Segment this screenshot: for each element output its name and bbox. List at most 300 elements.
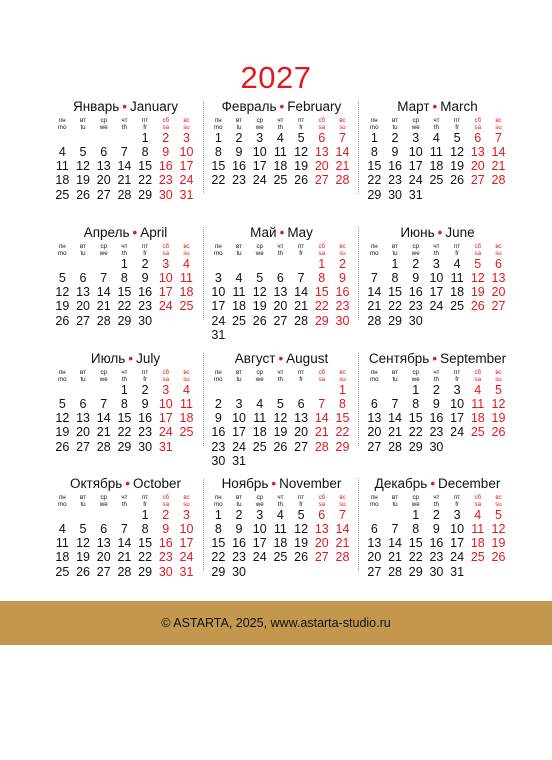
day-cell: 9 — [432, 397, 440, 412]
day-cell: 4 — [182, 257, 190, 272]
weekday-su — [488, 242, 509, 257]
day-cell: 27 — [314, 550, 329, 565]
day-cell: 31 — [158, 439, 173, 454]
day-cell: 30 — [388, 187, 402, 202]
day-cell: 28 — [117, 187, 132, 202]
weekday-en: su — [339, 500, 346, 508]
day-cell: 18 — [450, 285, 465, 300]
day-cell: 12 — [450, 145, 465, 160]
day-cell: 29 — [388, 313, 402, 328]
weekday-en: we — [411, 375, 420, 383]
weekday-ru: вт — [236, 369, 243, 376]
weekday-th — [114, 116, 135, 131]
day-cell: 24 — [450, 425, 465, 440]
day-cell: 7 — [100, 271, 108, 286]
day-cell: 4 — [453, 257, 461, 272]
month-title — [364, 476, 511, 492]
day-cell: 18 — [429, 159, 444, 174]
day-cell: 17 — [450, 536, 465, 551]
weekday-en: su — [339, 123, 346, 131]
weekday-ru: вт — [392, 117, 399, 124]
month-name-en: January — [129, 99, 179, 114]
weekday-en: su — [183, 500, 190, 508]
day-cell: 2 — [432, 508, 440, 523]
day-cell: 13 — [96, 159, 111, 174]
weekday-fr — [135, 493, 156, 508]
day-cell: 23 — [429, 550, 444, 565]
day-cell: 22 — [138, 173, 153, 188]
weekday-su — [176, 242, 197, 257]
month-days-grid — [52, 368, 199, 454]
day-cell: 16 — [429, 411, 444, 426]
day-cell: 27 — [367, 564, 382, 579]
day-cell: 5 — [494, 383, 502, 398]
month-november — [208, 476, 355, 579]
weekday-th — [426, 242, 447, 257]
day-cell: 12 — [294, 145, 309, 160]
day-cell: 25 — [450, 299, 465, 314]
weekday-ru: вс — [495, 494, 502, 501]
day-cell: 2 — [162, 508, 170, 523]
day-cell: 29 — [408, 439, 423, 454]
day-cell: 14 — [388, 411, 402, 426]
day-cell: 21 — [388, 425, 402, 440]
weekday-ru: пт — [454, 369, 461, 376]
month-october — [52, 476, 199, 579]
day-cell: 6 — [370, 522, 378, 537]
weekday-ru: вт — [392, 369, 399, 376]
month-january — [52, 99, 199, 202]
day-cell: 16 — [408, 285, 423, 300]
day-cell: 11 — [55, 536, 69, 551]
day-cell: 3 — [162, 383, 170, 398]
day-cell: 28 — [335, 173, 350, 188]
day-cell: 20 — [76, 299, 90, 314]
weekday-ru: ср — [256, 369, 263, 376]
day-cell: 28 — [96, 439, 111, 454]
weekday-ru: пт — [142, 369, 149, 376]
bullet-dot: • — [128, 351, 134, 366]
day-cell: 21 — [335, 159, 350, 174]
weekday-ru: чт — [433, 117, 440, 124]
month-name-ru: Октябрь — [69, 476, 123, 491]
weekday-ru: сб — [318, 243, 326, 250]
weekday-en: we — [255, 375, 264, 383]
weekday-ru: пт — [298, 117, 305, 124]
day-cell: 30 — [158, 187, 173, 202]
weekday-en: fr — [455, 249, 459, 257]
weekday-ru: сб — [474, 369, 482, 376]
day-cell: 17 — [179, 536, 194, 551]
day-cell: 25 — [179, 425, 194, 440]
day-cell: 27 — [273, 313, 288, 328]
day-empty — [229, 383, 250, 397]
day-cell: 2 — [141, 383, 149, 398]
day-cell: 16 — [388, 159, 402, 174]
footer-bar — [0, 601, 552, 645]
day-cell: 10 — [408, 145, 423, 160]
weekday-ru: чт — [433, 494, 440, 501]
day-empty — [270, 257, 291, 271]
column-separator — [358, 101, 360, 194]
day-cell: 9 — [141, 271, 149, 286]
weekday-ru: вт — [236, 243, 243, 250]
day-cell: 18 — [232, 299, 246, 314]
bullet-dot: • — [432, 99, 438, 114]
weekday-en: su — [183, 375, 190, 383]
day-cell: 10 — [450, 397, 465, 412]
day-cell: 11 — [179, 397, 193, 412]
day-cell: 11 — [273, 522, 287, 537]
day-cell: 4 — [256, 397, 264, 412]
day-empty — [52, 508, 73, 522]
column-separator — [358, 227, 360, 320]
weekday-ru: пт — [142, 494, 149, 501]
weekday-en: mo — [370, 123, 379, 131]
day-cell: 5 — [494, 508, 502, 523]
weekday-en: th — [277, 123, 283, 131]
bullet-dot: • — [432, 351, 438, 366]
day-cell: 30 — [408, 313, 423, 328]
weekday-ru: ср — [412, 494, 419, 501]
day-cell: 23 — [429, 425, 444, 440]
weekday-su — [176, 368, 197, 383]
weekday-ru: ср — [256, 494, 263, 501]
day-cell: 5 — [474, 257, 482, 272]
day-cell: 23 — [158, 173, 173, 188]
day-cell: 25 — [55, 187, 70, 202]
weekday-we — [249, 493, 270, 508]
day-cell: 12 — [55, 285, 70, 300]
day-cell: 19 — [55, 425, 70, 440]
day-cell: 9 — [214, 411, 222, 426]
weekday-fr — [447, 116, 468, 131]
month-name-ru: Декабрь — [374, 476, 428, 491]
day-cell: 23 — [232, 173, 246, 188]
day-cell: 18 — [273, 536, 288, 551]
day-cell: 17 — [429, 285, 444, 300]
weekday-en: tu — [80, 500, 86, 508]
day-cell: 20 — [470, 159, 485, 174]
day-cell: 20 — [367, 425, 382, 440]
weekday-ru: ср — [100, 117, 107, 124]
day-cell: 16 — [138, 411, 153, 426]
day-cell: 23 — [211, 439, 226, 454]
day-cell: 11 — [55, 159, 69, 174]
day-cell: 2 — [412, 257, 420, 272]
weekday-en: we — [411, 500, 420, 508]
bullet-dot: • — [122, 99, 127, 114]
day-cell: 29 — [117, 313, 132, 328]
day-cell: 11 — [179, 271, 193, 286]
weekday-we — [405, 116, 426, 131]
weekday-tu — [73, 242, 94, 257]
day-cell: 21 — [491, 159, 506, 174]
day-cell: 5 — [297, 508, 305, 523]
weekday-en: sa — [162, 123, 170, 131]
day-cell: 29 — [138, 564, 153, 579]
day-cell: 13 — [76, 411, 90, 426]
weekday-en: mo — [214, 123, 223, 131]
weekday-we — [93, 493, 114, 508]
day-cell: 15 — [117, 285, 132, 300]
weekday-en: fr — [143, 375, 147, 383]
weekday-en: we — [411, 123, 420, 131]
month-days-grid — [208, 242, 355, 342]
month-name-en: November — [279, 476, 342, 491]
day-cell: 1 — [120, 257, 128, 272]
day-cell: 1 — [412, 383, 420, 398]
day-cell: 10 — [252, 522, 267, 537]
weekday-en: mo — [214, 375, 223, 383]
day-cell: 12 — [491, 522, 506, 537]
weekday-tu — [385, 116, 406, 131]
weekday-tu — [229, 242, 250, 257]
day-cell: 17 — [252, 536, 267, 551]
month-name-en: October — [133, 476, 182, 491]
day-cell: 23 — [138, 299, 153, 314]
month-may — [208, 225, 355, 342]
day-empty — [249, 383, 270, 397]
day-cell: 10 — [211, 285, 226, 300]
weekday-en: th — [433, 375, 439, 383]
weekday-en: fr — [455, 500, 459, 508]
month-name-ru: Январь — [72, 99, 120, 114]
day-cell: 1 — [412, 508, 420, 523]
month-name-en: August — [286, 351, 329, 366]
day-cell: 3 — [182, 508, 190, 523]
day-empty — [291, 257, 312, 271]
weekday-mo — [208, 493, 229, 508]
day-cell: 14 — [314, 411, 329, 426]
weekday-ru: пн — [370, 369, 378, 376]
weekday-we — [405, 242, 426, 257]
day-cell: 9 — [338, 271, 346, 286]
weekday-ru: сб — [162, 494, 170, 501]
weekday-th — [270, 493, 291, 508]
weekday-tu — [73, 116, 94, 131]
day-cell: 4 — [58, 522, 66, 537]
day-cell: 12 — [470, 271, 485, 286]
day-empty — [93, 383, 114, 397]
weekday-sa — [155, 493, 176, 508]
day-cell: 27 — [96, 564, 111, 579]
day-cell: 2 — [162, 131, 170, 146]
day-cell: 8 — [338, 397, 346, 412]
day-cell: 30 — [232, 564, 246, 579]
day-cell: 12 — [273, 411, 288, 426]
day-cell: 14 — [367, 285, 382, 300]
day-cell: 15 — [367, 159, 382, 174]
day-empty — [385, 383, 406, 397]
weekday-en: tu — [236, 375, 242, 383]
day-cell: 7 — [120, 145, 128, 160]
weekday-ru: вт — [236, 494, 243, 501]
weekday-we — [93, 242, 114, 257]
weekday-th — [426, 368, 447, 383]
weekday-sa — [155, 116, 176, 131]
day-cell: 1 — [391, 257, 399, 272]
month-title — [364, 99, 511, 115]
day-cell: 5 — [58, 397, 66, 412]
weekday-en: we — [255, 249, 264, 257]
weekday-we — [249, 368, 270, 383]
weekday-sa — [311, 493, 332, 508]
day-cell: 25 — [179, 299, 194, 314]
day-cell: 19 — [294, 159, 309, 174]
day-cell: 20 — [273, 299, 288, 314]
day-cell: 25 — [273, 550, 288, 565]
weekday-ru: сб — [162, 369, 170, 376]
day-cell: 24 — [211, 313, 226, 328]
month-name-ru: Июнь — [400, 225, 435, 240]
weekday-tu — [73, 368, 94, 383]
day-cell: 24 — [232, 439, 246, 454]
day-empty — [73, 508, 94, 522]
day-cell: 25 — [273, 173, 288, 188]
bullet-dot: • — [271, 476, 277, 491]
day-cell: 19 — [470, 285, 485, 300]
weekday-en: sa — [474, 375, 482, 383]
column-separator — [203, 478, 205, 571]
day-cell: 20 — [367, 550, 382, 565]
day-cell: 5 — [297, 131, 305, 146]
day-cell: 26 — [491, 425, 506, 440]
day-cell: 29 — [138, 187, 153, 202]
day-cell: 10 — [179, 145, 194, 160]
day-cell: 26 — [294, 173, 309, 188]
weekday-su — [332, 368, 353, 383]
weekday-en: mo — [370, 500, 379, 508]
day-cell: 19 — [273, 425, 288, 440]
day-cell: 14 — [335, 522, 350, 537]
day-cell: 28 — [388, 439, 402, 454]
weekday-ru: вт — [80, 243, 87, 250]
weekday-ru: чт — [121, 369, 128, 376]
month-name-ru: Февраль — [221, 99, 277, 114]
day-cell: 15 — [211, 159, 226, 174]
weekday-mo — [52, 368, 73, 383]
day-cell: 16 — [429, 536, 444, 551]
day-cell: 17 — [158, 285, 173, 300]
weekday-en: we — [255, 500, 264, 508]
day-cell: 26 — [294, 550, 309, 565]
day-cell: 13 — [96, 536, 111, 551]
day-cell: 4 — [58, 145, 66, 160]
weekday-en: th — [277, 249, 283, 257]
weekday-en: su — [495, 249, 502, 257]
weekday-en: tu — [236, 249, 242, 257]
day-cell: 27 — [314, 173, 329, 188]
day-cell: 28 — [314, 439, 329, 454]
weekday-ru: чт — [121, 494, 128, 501]
day-cell: 11 — [471, 397, 485, 412]
day-cell: 6 — [79, 271, 87, 286]
day-cell: 10 — [158, 271, 173, 286]
weekday-ru: сб — [162, 243, 170, 250]
weekday-sa — [311, 116, 332, 131]
month-days-grid — [364, 368, 511, 454]
weekday-ru: ср — [412, 243, 419, 250]
weekday-su — [488, 116, 509, 131]
day-cell: 11 — [450, 271, 464, 286]
day-cell: 8 — [370, 145, 378, 160]
day-cell: 29 — [211, 564, 226, 579]
day-cell: 9 — [235, 145, 243, 160]
day-cell: 26 — [55, 313, 70, 328]
weekday-ru: пт — [454, 243, 461, 250]
weekday-en: mo — [214, 249, 223, 257]
day-empty — [364, 383, 385, 397]
day-cell: 24 — [179, 173, 194, 188]
weekday-tu — [73, 493, 94, 508]
weekday-fr — [135, 116, 156, 131]
day-cell: 6 — [297, 397, 305, 412]
day-cell: 12 — [491, 397, 506, 412]
weekday-en: fr — [455, 123, 459, 131]
weekday-en: tu — [392, 375, 398, 383]
weekday-we — [249, 116, 270, 131]
day-cell: 25 — [252, 439, 267, 454]
weekday-ru: пн — [370, 117, 378, 124]
weekday-ru: чт — [277, 117, 284, 124]
weekday-en: th — [121, 500, 127, 508]
day-cell: 5 — [276, 397, 284, 412]
weekday-en: we — [99, 500, 108, 508]
weekday-ru: чт — [121, 117, 128, 124]
day-cell: 14 — [96, 411, 111, 426]
day-cell: 17 — [211, 299, 226, 314]
day-empty — [114, 131, 135, 145]
day-cell: 22 — [117, 299, 132, 314]
weekday-we — [405, 368, 426, 383]
day-empty — [93, 257, 114, 271]
day-cell: 16 — [335, 285, 350, 300]
day-cell: 20 — [96, 550, 111, 565]
day-cell: 11 — [429, 145, 443, 160]
copyright-text: © ASTARTA, 2025, www.astarta-studio.ru — [161, 616, 391, 630]
day-cell: 15 — [138, 159, 153, 174]
weekday-fr — [135, 368, 156, 383]
weekday-en: th — [433, 500, 439, 508]
day-cell: 28 — [117, 564, 132, 579]
day-cell: 9 — [432, 522, 440, 537]
month-february — [208, 99, 355, 188]
weekday-en: fr — [299, 123, 303, 131]
day-cell: 20 — [96, 173, 111, 188]
weekday-sa — [467, 368, 488, 383]
day-cell: 5 — [79, 522, 87, 537]
day-cell: 7 — [100, 397, 108, 412]
weekday-en: su — [495, 375, 502, 383]
day-cell: 24 — [158, 425, 173, 440]
weekday-en: th — [277, 375, 283, 383]
day-cell: 4 — [276, 131, 284, 146]
weekday-mo — [52, 242, 73, 257]
day-cell: 23 — [388, 173, 402, 188]
day-cell: 4 — [432, 131, 440, 146]
day-cell: 27 — [76, 439, 90, 454]
weekday-mo — [364, 242, 385, 257]
weekday-th — [426, 493, 447, 508]
day-cell: 18 — [55, 173, 70, 188]
weekday-ru: ср — [100, 369, 107, 376]
month-name-ru: Март — [397, 99, 430, 114]
day-cell: 15 — [408, 411, 423, 426]
day-empty — [73, 383, 94, 397]
day-cell: 25 — [55, 564, 70, 579]
day-cell: 31 — [232, 453, 246, 468]
